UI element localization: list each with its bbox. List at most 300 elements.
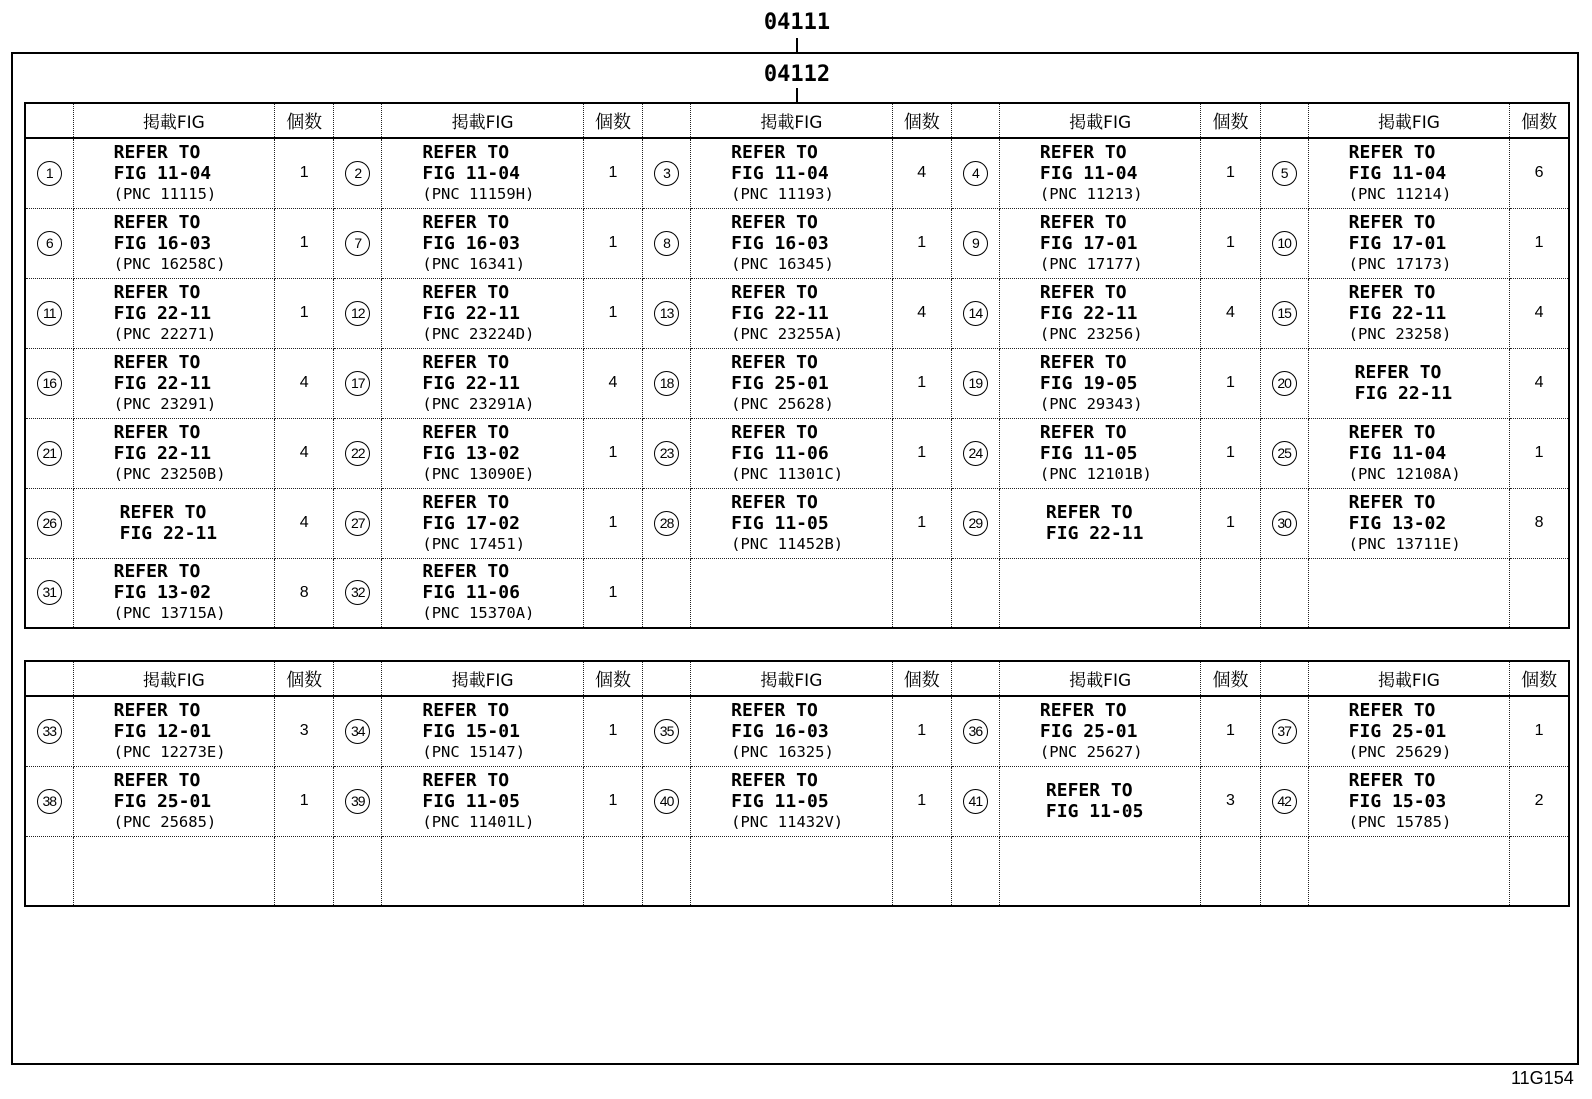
quantity-cell: 1 bbox=[275, 208, 334, 278]
header-fig: 掲載FIG bbox=[73, 103, 275, 138]
item-number-badge: 37 bbox=[1272, 719, 1297, 744]
refer-to-text: REFER TO bbox=[1039, 699, 1127, 721]
fig-reference: FIG 22-11 bbox=[1045, 523, 1144, 544]
quantity-cell: 1 bbox=[1510, 418, 1569, 488]
pnc-number: (PNC 11213) bbox=[1039, 184, 1143, 203]
fig-reference: FIG 12-01 bbox=[113, 720, 212, 742]
item-number-badge: 16 bbox=[37, 371, 62, 396]
reference-cell bbox=[1308, 418, 1510, 488]
fig-reference: FIG 25-01 bbox=[1039, 720, 1138, 742]
reference-cell bbox=[999, 488, 1201, 558]
pnc-number: (PNC 25628) bbox=[731, 394, 834, 413]
item-number-cell bbox=[1260, 418, 1308, 488]
fig-reference: FIG 25-01 bbox=[731, 372, 829, 394]
item-number-badge: 33 bbox=[37, 719, 62, 744]
table-row bbox=[25, 488, 1569, 558]
item-number-cell bbox=[951, 418, 999, 488]
reference-cell bbox=[382, 138, 584, 208]
fig-reference: FIG 22-11 bbox=[113, 372, 212, 394]
pnc-number: (PNC 15147) bbox=[422, 742, 526, 761]
item-number-badge: 7 bbox=[345, 231, 370, 256]
refer-to-text: REFER TO bbox=[113, 699, 201, 721]
item-number-cell bbox=[643, 208, 691, 278]
refer-to-text: REFER TO bbox=[1348, 141, 1436, 163]
fig-reference: FIG 11-05 bbox=[1039, 442, 1138, 464]
item-number-cell bbox=[643, 766, 691, 836]
quantity-cell bbox=[1201, 836, 1260, 906]
item-number-cell bbox=[1260, 558, 1308, 628]
item-number-badge: 4 bbox=[963, 161, 988, 186]
reference-cell bbox=[691, 348, 893, 418]
item-number-cell bbox=[1260, 696, 1308, 766]
refer-to-text: REFER TO bbox=[422, 699, 510, 721]
fig-reference: FIG 16-03 bbox=[422, 232, 520, 254]
item-number-badge: 10 bbox=[1272, 231, 1297, 256]
item-number-cell bbox=[951, 208, 999, 278]
fig-reference: FIG 22-11 bbox=[1354, 383, 1453, 404]
refer-to-text: REFER TO bbox=[731, 491, 818, 513]
item-number-cell bbox=[951, 488, 999, 558]
reference-cell bbox=[999, 348, 1201, 418]
header-qty: 個数 bbox=[583, 661, 642, 696]
item-number-badge: 22 bbox=[345, 441, 370, 466]
reference-cell bbox=[382, 836, 584, 906]
pnc-number: (PNC 23291A) bbox=[422, 394, 535, 413]
item-number-badge: 6 bbox=[37, 231, 62, 256]
reference-cell bbox=[691, 696, 893, 766]
fig-reference: FIG 25-01 bbox=[1348, 720, 1447, 742]
item-number-badge: 27 bbox=[345, 511, 370, 536]
reference-cell bbox=[382, 418, 584, 488]
item-number-cell bbox=[643, 696, 691, 766]
refer-to-text: REFER TO bbox=[113, 211, 201, 233]
item-number-cell bbox=[334, 278, 382, 348]
reference-cell bbox=[382, 278, 584, 348]
table-row bbox=[25, 418, 1569, 488]
pnc-number: (PNC 11452B) bbox=[731, 534, 844, 553]
quantity-cell bbox=[1510, 836, 1569, 906]
header-fig: 掲載FIG bbox=[691, 661, 893, 696]
quantity-cell: 4 bbox=[583, 348, 642, 418]
refer-to-text: REFER TO bbox=[731, 769, 818, 791]
pnc-number: (PNC 12108A) bbox=[1348, 464, 1461, 483]
quantity-cell: 4 bbox=[275, 348, 334, 418]
item-number-cell bbox=[1260, 208, 1308, 278]
reference-cell bbox=[382, 696, 584, 766]
reference-cell bbox=[73, 418, 275, 488]
reference-cell bbox=[73, 696, 275, 766]
reference-table-upper bbox=[24, 102, 1570, 629]
header-qty: 個数 bbox=[1201, 661, 1260, 696]
refer-to-text: REFER TO bbox=[1039, 211, 1127, 233]
item-number-badge: 1 bbox=[37, 161, 62, 186]
reference-cell bbox=[1308, 558, 1510, 628]
pnc-number: (PNC 17451) bbox=[422, 534, 526, 553]
header-number-cell bbox=[951, 103, 999, 138]
quantity-cell: 3 bbox=[275, 696, 334, 766]
item-number-badge: 40 bbox=[654, 789, 679, 814]
reference-cell bbox=[73, 208, 275, 278]
reference-cell bbox=[73, 138, 275, 208]
refer-to-text: REFER TO bbox=[1039, 421, 1127, 443]
fig-reference: FIG 11-05 bbox=[422, 790, 520, 812]
quantity-cell bbox=[275, 836, 334, 906]
fig-reference: FIG 19-05 bbox=[1039, 372, 1138, 394]
refer-to-text: REFER TO bbox=[1045, 780, 1133, 801]
refer-to-text: REFER TO bbox=[422, 561, 510, 583]
item-number-cell bbox=[334, 766, 382, 836]
item-number-badge: 26 bbox=[37, 511, 62, 536]
fig-reference: FIG 17-02 bbox=[422, 512, 520, 534]
quantity-cell: 1 bbox=[1201, 488, 1260, 558]
refer-to-text: REFER TO bbox=[422, 769, 510, 791]
item-number-cell bbox=[951, 696, 999, 766]
refer-to-text: REFER TO bbox=[1348, 281, 1436, 303]
fig-reference: FIG 11-04 bbox=[1348, 442, 1447, 464]
header-qty: 個数 bbox=[892, 103, 951, 138]
item-number-cell bbox=[1260, 348, 1308, 418]
fig-reference: FIG 22-11 bbox=[422, 372, 520, 394]
fig-reference: FIG 15-01 bbox=[422, 720, 520, 742]
header-row bbox=[25, 661, 1569, 696]
reference-cell bbox=[999, 138, 1201, 208]
item-number-cell bbox=[951, 348, 999, 418]
item-number-cell bbox=[643, 488, 691, 558]
item-number-cell bbox=[1260, 278, 1308, 348]
refer-to-text: REFER TO bbox=[113, 351, 201, 373]
pnc-number: (PNC 12273E) bbox=[113, 742, 226, 761]
item-number-badge: 2 bbox=[345, 161, 370, 186]
item-number-badge: 29 bbox=[963, 511, 988, 536]
quantity-cell: 1 bbox=[892, 208, 951, 278]
item-number-badge: 5 bbox=[1272, 161, 1297, 186]
reference-cell bbox=[73, 766, 275, 836]
refer-to-text: REFER TO bbox=[422, 211, 510, 233]
quantity-cell: 3 bbox=[1201, 766, 1260, 836]
reference-cell bbox=[1308, 138, 1510, 208]
refer-to-text: REFER TO bbox=[731, 281, 818, 303]
item-number-cell bbox=[25, 418, 73, 488]
reference-cell bbox=[691, 278, 893, 348]
refer-to-text: REFER TO bbox=[422, 421, 510, 443]
item-number-badge: 24 bbox=[963, 441, 988, 466]
quantity-cell: 1 bbox=[275, 766, 334, 836]
item-number-cell bbox=[1260, 836, 1308, 906]
header-fig: 掲載FIG bbox=[1308, 103, 1510, 138]
reference-cell bbox=[999, 278, 1201, 348]
reference-cell bbox=[73, 348, 275, 418]
reference-cell bbox=[999, 208, 1201, 278]
item-number-cell bbox=[334, 348, 382, 418]
refer-to-text: REFER TO bbox=[1348, 491, 1436, 513]
quantity-cell: 1 bbox=[1201, 348, 1260, 418]
pnc-number: (PNC 25685) bbox=[113, 812, 217, 831]
quantity-cell: 1 bbox=[583, 278, 642, 348]
header-number-cell bbox=[1260, 661, 1308, 696]
item-number-badge: 12 bbox=[345, 301, 370, 326]
pnc-number: (PNC 25627) bbox=[1039, 742, 1143, 761]
pnc-number: (PNC 11193) bbox=[731, 184, 834, 203]
fig-reference: FIG 16-03 bbox=[731, 232, 829, 254]
header-qty: 個数 bbox=[583, 103, 642, 138]
fig-reference: FIG 11-04 bbox=[113, 162, 212, 184]
pnc-number: (PNC 17173) bbox=[1348, 254, 1452, 273]
reference-cell bbox=[691, 766, 893, 836]
reference-cell bbox=[999, 696, 1201, 766]
header-fig: 掲載FIG bbox=[999, 661, 1201, 696]
pnc-number: (PNC 23255A) bbox=[731, 324, 844, 343]
reference-cell bbox=[999, 766, 1201, 836]
quantity-cell: 1 bbox=[275, 278, 334, 348]
reference-cell bbox=[1308, 488, 1510, 558]
item-number-cell bbox=[334, 138, 382, 208]
quantity-cell: 1 bbox=[583, 558, 642, 628]
quantity-cell: 4 bbox=[1201, 278, 1260, 348]
header-number-cell bbox=[334, 103, 382, 138]
header-fig: 掲載FIG bbox=[691, 103, 893, 138]
fig-reference: FIG 13-02 bbox=[113, 582, 212, 604]
table-row bbox=[25, 558, 1569, 628]
header-number-cell bbox=[334, 661, 382, 696]
header-number-cell bbox=[643, 661, 691, 696]
item-number-cell bbox=[951, 138, 999, 208]
refer-to-text: REFER TO bbox=[1348, 769, 1436, 791]
header-qty: 個数 bbox=[275, 661, 334, 696]
refer-to-text: REFER TO bbox=[1039, 281, 1127, 303]
leader-line-top bbox=[796, 38, 798, 52]
item-number-badge: 42 bbox=[1272, 789, 1297, 814]
reference-cell bbox=[999, 558, 1201, 628]
fig-reference: FIG 17-01 bbox=[1039, 232, 1138, 254]
pnc-number: (PNC 23256) bbox=[1039, 324, 1143, 343]
refer-to-text: REFER TO bbox=[731, 699, 818, 721]
reference-cell bbox=[999, 418, 1201, 488]
refer-to-text: REFER TO bbox=[113, 141, 201, 163]
item-number-cell bbox=[25, 558, 73, 628]
item-number-badge: 17 bbox=[345, 371, 370, 396]
item-number-cell bbox=[25, 766, 73, 836]
refer-to-text: REFER TO bbox=[113, 561, 201, 583]
quantity-cell: 2 bbox=[1510, 766, 1569, 836]
header-fig: 掲載FIG bbox=[382, 661, 584, 696]
refer-to-text: REFER TO bbox=[731, 351, 818, 373]
fig-reference: FIG 11-05 bbox=[1045, 801, 1144, 822]
quantity-cell: 1 bbox=[583, 488, 642, 558]
fig-reference: FIG 22-11 bbox=[113, 302, 212, 324]
quantity-cell bbox=[1510, 558, 1569, 628]
pnc-number: (PNC 23224D) bbox=[422, 324, 535, 343]
quantity-cell: 1 bbox=[1201, 696, 1260, 766]
fig-reference: FIG 25-01 bbox=[113, 790, 212, 812]
quantity-cell: 1 bbox=[583, 418, 642, 488]
table-row bbox=[25, 766, 1569, 836]
reference-cell bbox=[1308, 696, 1510, 766]
header-qty: 個数 bbox=[275, 103, 334, 138]
item-number-badge: 11 bbox=[37, 301, 62, 326]
fig-reference: FIG 13-02 bbox=[422, 442, 520, 464]
item-number-badge: 38 bbox=[37, 789, 62, 814]
reference-cell bbox=[691, 836, 893, 906]
item-number-badge: 36 bbox=[963, 719, 988, 744]
quantity-cell: 1 bbox=[892, 418, 951, 488]
quantity-cell: 8 bbox=[275, 558, 334, 628]
item-number-badge: 20 bbox=[1272, 371, 1297, 396]
refer-to-text: REFER TO bbox=[1039, 141, 1127, 163]
item-number-badge: 31 bbox=[37, 580, 62, 605]
item-number-cell bbox=[643, 558, 691, 628]
header-number-cell bbox=[951, 661, 999, 696]
refer-to-text: REFER TO bbox=[422, 141, 510, 163]
reference-cell bbox=[73, 836, 275, 906]
item-number-cell bbox=[25, 138, 73, 208]
reference-cell bbox=[382, 208, 584, 278]
fig-reference: FIG 22-11 bbox=[1348, 302, 1447, 324]
refer-to-text: REFER TO bbox=[731, 141, 818, 163]
reference-cell bbox=[1308, 836, 1510, 906]
item-number-cell bbox=[951, 766, 999, 836]
quantity-cell: 1 bbox=[892, 488, 951, 558]
item-number-cell bbox=[334, 558, 382, 628]
item-number-cell bbox=[643, 836, 691, 906]
refer-to-text: REFER TO bbox=[1348, 699, 1436, 721]
refer-to-text: REFER TO bbox=[422, 281, 510, 303]
pnc-number: (PNC 12101B) bbox=[1039, 464, 1152, 483]
item-number-cell bbox=[643, 138, 691, 208]
quantity-cell: 4 bbox=[275, 488, 334, 558]
item-number-cell bbox=[1260, 488, 1308, 558]
refer-to-text: REFER TO bbox=[113, 281, 201, 303]
item-number-cell bbox=[334, 696, 382, 766]
header-number-cell bbox=[25, 103, 73, 138]
table-row bbox=[25, 348, 1569, 418]
item-number-cell bbox=[643, 348, 691, 418]
fig-reference: FIG 22-11 bbox=[422, 302, 520, 324]
header-qty: 個数 bbox=[1510, 661, 1569, 696]
header-fig: 掲載FIG bbox=[73, 661, 275, 696]
item-number-cell bbox=[1260, 766, 1308, 836]
item-number-cell bbox=[25, 208, 73, 278]
pnc-number: (PNC 22271) bbox=[113, 324, 217, 343]
item-number-cell bbox=[25, 278, 73, 348]
refer-to-text: REFER TO bbox=[113, 421, 201, 443]
item-number-cell bbox=[951, 558, 999, 628]
refer-to-text: REFER TO bbox=[119, 502, 207, 523]
quantity-cell bbox=[1201, 558, 1260, 628]
pnc-number: (PNC 11432V) bbox=[731, 812, 844, 831]
quantity-cell: 1 bbox=[1510, 208, 1569, 278]
reference-cell bbox=[1308, 766, 1510, 836]
reference-cell bbox=[1308, 348, 1510, 418]
item-number-badge: 30 bbox=[1272, 511, 1297, 536]
pnc-number: (PNC 16258C) bbox=[113, 254, 226, 273]
reference-cell bbox=[382, 488, 584, 558]
reference-cell bbox=[691, 138, 893, 208]
pnc-number: (PNC 11214) bbox=[1348, 184, 1452, 203]
quantity-cell: 1 bbox=[275, 138, 334, 208]
item-number-badge: 35 bbox=[654, 719, 679, 744]
table-row bbox=[25, 208, 1569, 278]
quantity-cell: 1 bbox=[583, 138, 642, 208]
pnc-number: (PNC 23250B) bbox=[113, 464, 226, 483]
fig-reference: FIG 22-11 bbox=[731, 302, 829, 324]
pnc-number: (PNC 11115) bbox=[113, 184, 217, 203]
pnc-number: (PNC 29343) bbox=[1039, 394, 1143, 413]
reference-cell bbox=[691, 488, 893, 558]
fig-reference: FIG 11-06 bbox=[422, 582, 520, 604]
header-qty: 個数 bbox=[1510, 103, 1569, 138]
item-number-cell bbox=[334, 836, 382, 906]
table-row bbox=[25, 278, 1569, 348]
fig-reference: FIG 11-04 bbox=[1348, 162, 1447, 184]
quantity-cell: 1 bbox=[1201, 418, 1260, 488]
refer-to-text: REFER TO bbox=[113, 769, 201, 791]
fig-reference: FIG 22-11 bbox=[113, 442, 212, 464]
fig-reference: FIG 11-06 bbox=[731, 442, 829, 464]
assembly-code-top: 04111 bbox=[763, 10, 831, 35]
fig-reference: FIG 16-03 bbox=[731, 720, 829, 742]
item-number-badge: 18 bbox=[654, 371, 679, 396]
item-number-cell bbox=[643, 418, 691, 488]
pnc-number: (PNC 11301C) bbox=[731, 464, 844, 483]
item-number-badge: 28 bbox=[654, 511, 679, 536]
pnc-number: (PNC 15785) bbox=[1348, 812, 1452, 831]
item-number-badge: 34 bbox=[345, 719, 370, 744]
header-number-cell bbox=[1260, 103, 1308, 138]
item-number-cell bbox=[951, 278, 999, 348]
pnc-number: (PNC 23291) bbox=[113, 394, 217, 413]
quantity-cell bbox=[892, 558, 951, 628]
item-number-cell bbox=[25, 488, 73, 558]
table-row bbox=[25, 836, 1569, 906]
header-row bbox=[25, 103, 1569, 138]
quantity-cell: 1 bbox=[892, 348, 951, 418]
refer-to-text: REFER TO bbox=[422, 491, 510, 513]
quantity-cell: 8 bbox=[1510, 488, 1569, 558]
item-number-cell bbox=[334, 418, 382, 488]
quantity-cell: 1 bbox=[892, 696, 951, 766]
item-number-cell bbox=[25, 348, 73, 418]
pnc-number: (PNC 11159H) bbox=[422, 184, 535, 203]
header-qty: 個数 bbox=[1201, 103, 1260, 138]
fig-reference: FIG 17-01 bbox=[1348, 232, 1447, 254]
header-number-cell bbox=[643, 103, 691, 138]
quantity-cell: 4 bbox=[892, 278, 951, 348]
illustration-code: 11G154 bbox=[1511, 1068, 1574, 1088]
header-fig: 掲載FIG bbox=[382, 103, 584, 138]
header-number-cell bbox=[25, 661, 73, 696]
item-number-badge: 15 bbox=[1272, 301, 1297, 326]
item-number-badge: 19 bbox=[963, 371, 988, 396]
refer-to-text: REFER TO bbox=[422, 351, 510, 373]
item-number-badge: 23 bbox=[654, 441, 679, 466]
header-fig: 掲載FIG bbox=[1308, 661, 1510, 696]
item-number-badge: 21 bbox=[37, 441, 62, 466]
quantity-cell: 1 bbox=[1201, 138, 1260, 208]
pnc-number: (PNC 25629) bbox=[1348, 742, 1452, 761]
pnc-number: (PNC 23258) bbox=[1348, 324, 1452, 343]
fig-reference: FIG 11-05 bbox=[731, 512, 829, 534]
fig-reference: FIG 16-03 bbox=[113, 232, 212, 254]
fig-reference: FIG 22-11 bbox=[119, 523, 218, 544]
table-row bbox=[25, 696, 1569, 766]
item-number-cell bbox=[951, 836, 999, 906]
item-number-badge: 25 bbox=[1272, 441, 1297, 466]
fig-reference: FIG 15-03 bbox=[1348, 790, 1447, 812]
reference-cell bbox=[73, 278, 275, 348]
refer-to-text: REFER TO bbox=[1039, 351, 1127, 373]
item-number-badge: 8 bbox=[654, 231, 679, 256]
quantity-cell: 1 bbox=[583, 208, 642, 278]
